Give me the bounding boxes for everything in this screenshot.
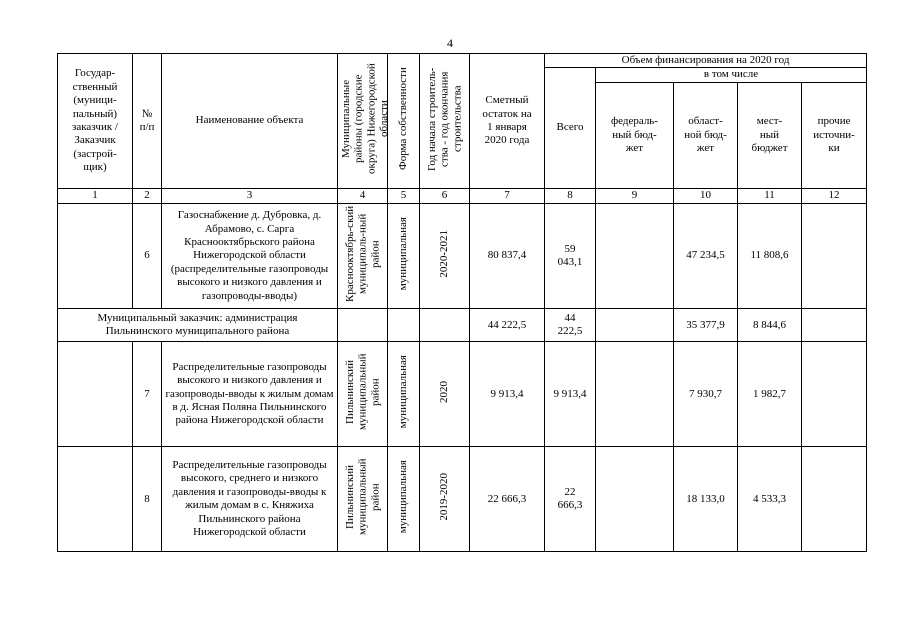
cell-district: Пильнинский муниципальный район [338, 447, 388, 552]
group-local: 8 844,6 [738, 309, 802, 342]
header-including: в том числе [596, 68, 867, 82]
cell-customer [58, 447, 133, 552]
group-label: Муниципальный заказчик: администрация Пильнинского муниципального района [58, 309, 338, 342]
column-number: 5 [388, 188, 420, 203]
cell-ownership: муниципальная [388, 447, 420, 552]
column-number: 4 [338, 188, 388, 203]
group-regional: 35 377,9 [674, 309, 738, 342]
cell-years: 2020 [420, 342, 470, 447]
cell-regional: 18 133,0 [674, 447, 738, 552]
cell-num: 8 [133, 447, 162, 552]
cell-local: 1 982,7 [738, 342, 802, 447]
cell-local: 11 808,6 [738, 203, 802, 308]
cell-years: 2020-2021 [420, 203, 470, 308]
table-row [58, 447, 867, 552]
cell-federal [596, 342, 674, 447]
cell-other [802, 342, 867, 447]
cell-federal [596, 203, 674, 308]
cell-customer [58, 203, 133, 308]
column-number: 1 [58, 188, 133, 203]
cell-ownership: муниципальная [388, 342, 420, 447]
header-district: Муниципальные районы (городские округа) Нижегородской области [338, 54, 388, 189]
cell-total: 22 666,3 [545, 447, 596, 552]
cell-num: 7 [133, 342, 162, 447]
cell-customer [58, 342, 133, 447]
header-num: № п/п [133, 54, 162, 189]
header-customer: Государ- ственный (муници- пальный) заказчик / Заказчик (застрой- щик) [58, 54, 133, 189]
header-regional: област- ной бюд- жет [674, 82, 738, 188]
cell-federal [596, 447, 674, 552]
column-number: 6 [420, 188, 470, 203]
table-row [58, 342, 867, 447]
cell-district: Пильнинский муниципальный район [338, 342, 388, 447]
cell-num: 6 [133, 203, 162, 308]
financing-table [57, 53, 867, 552]
cell-years: 2019-2020 [420, 447, 470, 552]
cell-total: 9 913,4 [545, 342, 596, 447]
column-number: 11 [738, 188, 802, 203]
cell-ownership: муниципальная [388, 203, 420, 308]
group-row [58, 309, 867, 342]
cell-object-name: Распределительные газопроводы высокого и низкого давления и газопроводы-вводы к жилым домам в д. Ясная Поляна Пильнинского района Нижегородской области [162, 342, 338, 447]
cell-estimate: 9 913,4 [470, 342, 545, 447]
column-number: 8 [545, 188, 596, 203]
header-object-name: Наименование объекта [162, 54, 338, 189]
column-number: 10 [674, 188, 738, 203]
column-number-row [58, 188, 867, 203]
cell-district: Краснооктябрь-ский муниципаль-ный район [338, 203, 388, 308]
header-years: Год начала строитель-ства - год окончания строительства [420, 54, 470, 189]
header-total: Всего [545, 68, 596, 188]
column-number: 2 [133, 188, 162, 203]
table-row [58, 203, 867, 308]
header-ownership: Форма собственности [388, 54, 420, 189]
cell-estimate: 22 666,3 [470, 447, 545, 552]
column-number: 7 [470, 188, 545, 203]
header-federal: федераль- ный бюд- жет [596, 82, 674, 188]
page-number: 4 [447, 36, 453, 50]
header-other: прочие источни- ки [802, 82, 867, 188]
cell-regional: 7 930,7 [674, 342, 738, 447]
cell-object-name: Газоснабжение д. Дубровка, д. Абрамово, с. Сарга Краснооктябрьского района Нижегородской области (распределительные газопроводы высокого и низкого давления и газопроводы-вводы) [162, 203, 338, 308]
cell-total: 59 043,1 [545, 203, 596, 308]
cell-regional: 47 234,5 [674, 203, 738, 308]
column-number: 3 [162, 188, 338, 203]
cell-object-name: Распределительные газопроводы высокого, среднего и низкого давления и газопроводы-вводы к жилым домам в с. Княжиха Пильнинского района Нижегородской области [162, 447, 338, 552]
cell-local: 4 533,3 [738, 447, 802, 552]
header-local: мест- ный бюджет [738, 82, 802, 188]
cell-other [802, 447, 867, 552]
column-number: 12 [802, 188, 867, 203]
cell-other [802, 203, 867, 308]
header-funding: Объем финансирования на 2020 год [545, 54, 867, 68]
column-number: 9 [596, 188, 674, 203]
group-estimate: 44 222,5 [470, 309, 545, 342]
cell-estimate: 80 837,4 [470, 203, 545, 308]
header-estimate: Сметный остаток на 1 января 2020 года [470, 54, 545, 189]
group-total: 44 222,5 [545, 309, 596, 342]
